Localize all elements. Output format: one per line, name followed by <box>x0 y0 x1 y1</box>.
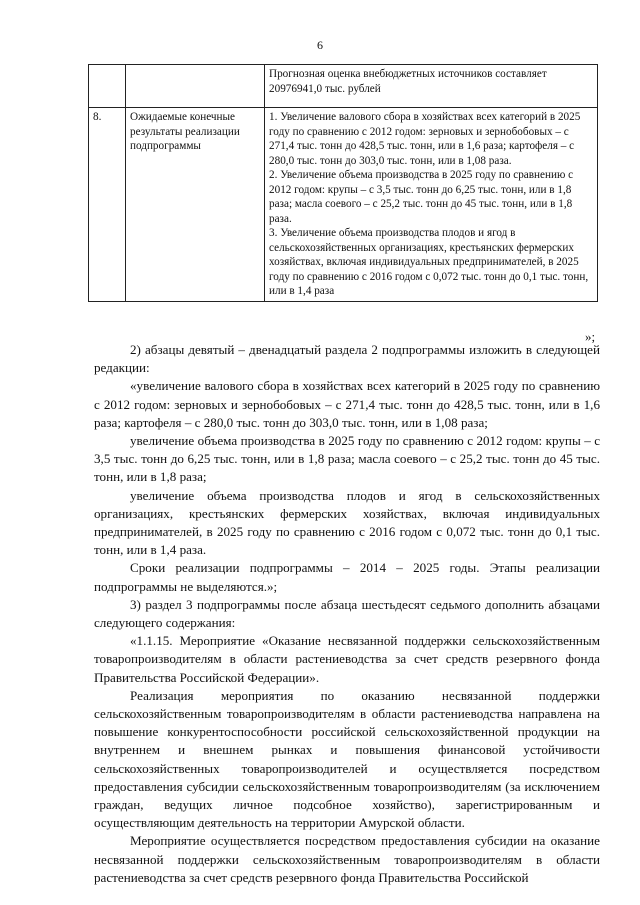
row-content-cell: Прогнозная оценка внебюджетных источников составляет 20976941,0 тыс. рублей <box>265 65 598 108</box>
row-label-cell <box>126 65 265 108</box>
paragraph: увеличение объема производства в 2025 году по сравнению с 2012 годом: крупы – с 3,5 тыс. тонн до 6,25 тыс. тонн, или в 1,8 раза; масла соевого – с 25,2 тыс. тонн до 45 тыс. тонн, или в 1,8 раза; <box>94 433 600 485</box>
paragraph: Реализация мероприятия по оказанию несвязанной поддержки сельскохозяйственным товаропроизводителям в области растениеводства направлена на повышение конкурентоспособности российской сельскохозяйственной продукции на внутреннем и внешнем рынках и повышения финансовой устойчивости сельскохозяйственных товаропроизводителей и осуществляется посредством предоставления субсидии сельскохозяйственным товаропроизводителям (за исключением граждан, ведущих личное подсобное хозяйство), зарегистрированным и осуществляющим деятельность на территории Амурской области. <box>94 687 600 831</box>
paragraph: «увеличение валового сбора в хозяйствах всех категорий в 2025 году по сравнению с 2012 годом: зерновых и зернобобовых – с 271,4 тыс. тонн до 428,5 тыс. тонн, или в 1,6 раза; картофеля – с 280,0 тыс. тонн до 303,0 тыс. тонн, или в 1,08 раза; <box>94 378 600 430</box>
paragraph: «1.1.15. Мероприятие «Оказание несвязанной поддержки сельскохозяйственным товаропроизводителям в области растениеводства за счет средств резервного фонда Правительства Российской Федерации». <box>94 633 600 685</box>
closing-quote: »; <box>585 329 596 344</box>
paragraph: увеличение объема производства плодов и ягод в сельскохозяйственных организациях, крестьянских фермерских хозяйствах, включая индивидуальных предпринимателей, в 2025 году по сравнению с 2016 годом с 0,072 тыс. тонн до 0,1 тыс. тонн, или в 1,4 раза. <box>94 487 600 558</box>
subprogram-passport-table <box>88 64 598 302</box>
paragraph: 3) раздел 3 подпрограммы после абзаца шестьдесят седьмого дополнить абзацами следующего содержания: <box>94 596 600 631</box>
expected-result-item: 1. Увеличение валового сбора в хозяйствах всех категорий в 2025 году по сравнению с 2012 годом: зерновых и зернобобовых – с 271,4 тыс. тонн до 428,5 тыс. тонн, или в 1,6 раза; картофеля – с 280,0 тыс. тонн до 303,0 тыс. тонн, или в 1,08 раза. <box>269 111 581 167</box>
expected-result-item: 3. Увеличение объема производства плодов и ягод в сельскохозяйственных организациях, крестьянских фермерских хозяйствах, включая индивидуальных предпринимателей, в 2025 году по сравнению с 2016 годом с 0,072 тыс. тонн до 0,1 тыс. тонн, или в 1,4 раза <box>269 227 589 297</box>
row-number-cell <box>89 65 126 108</box>
table-row <box>89 108 598 302</box>
row-label-cell: Ожидаемые конечные результаты реализации подпрограммы <box>126 108 265 302</box>
paragraph: 2) абзацы девятый – двенадцатый раздела 2 подпрограммы изложить в следующей редакции: <box>94 342 600 376</box>
document-body <box>94 341 600 887</box>
paragraph: Мероприятие осуществляется посредством предоставления субсидии на оказание несвязанной поддержки сельскохозяйственным товаропроизводителям в области растениеводства за счет средств резервного фонда Правительства Российской <box>94 833 600 885</box>
page-number: 6 <box>317 38 323 52</box>
expected-result-item: 2. Увеличение объема производства в 2025 году по сравнению с 2012 годом: крупы – с 3,5 тыс. тонн до 6,25 тыс. тонн, или в 1,8 раза; масла соевого – с 25,2 тыс. тонн до 45 тыс. тонн, или в 1,8 раза. <box>269 169 574 225</box>
table-row <box>89 65 598 108</box>
paragraph: Сроки реализации подпрограммы – 2014 – 2025 годы. Этапы реализации подпрограммы не выделяются.»; <box>94 560 600 594</box>
row-number-cell: 8. <box>89 108 126 302</box>
row-content-cell <box>265 108 598 302</box>
